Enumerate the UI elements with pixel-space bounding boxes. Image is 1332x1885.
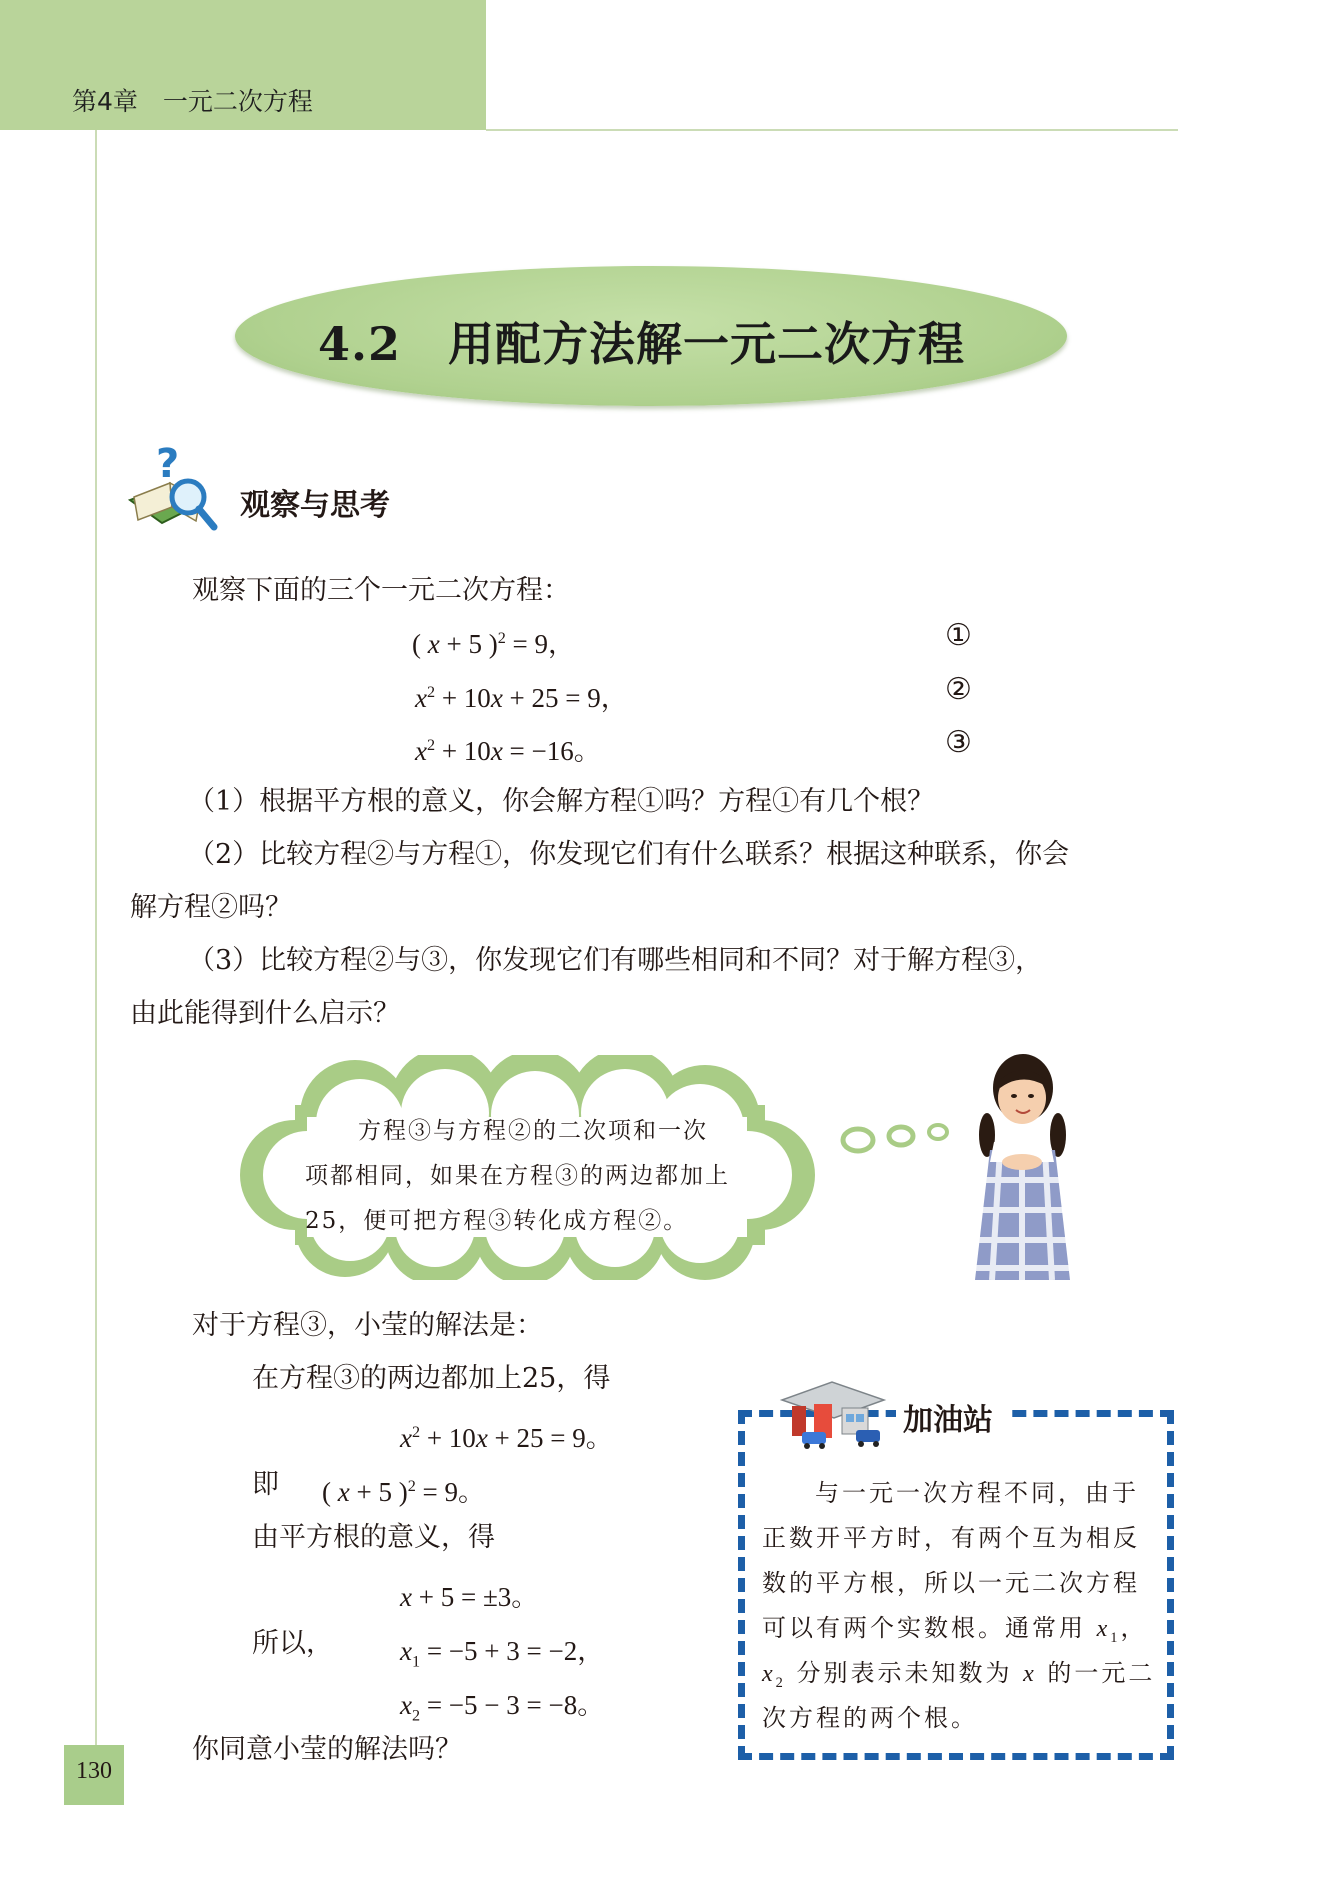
- question-3-line-1: （3）比较方程②与③，你发现它们有哪些相同和不同？对于解方程③，: [188, 945, 1043, 976]
- equation-2: $x^2 + 10x + 25 = 9$，: [415, 683, 628, 713]
- book-magnifier-icon: [122, 445, 232, 540]
- equation-2-number: ②: [945, 672, 972, 707]
- page-number: 130: [76, 1758, 112, 1784]
- header-rule: [486, 129, 1178, 131]
- margin-rule: [95, 130, 97, 1770]
- solution-equation-4: $x_1 = -5 + 3 = -2$，: [400, 1636, 605, 1671]
- equation-3-number: ③: [945, 725, 972, 760]
- question-2-line-1: （2）比较方程②与方程①，你发现它们有什么联系？根据这种联系，你会: [188, 839, 1070, 870]
- solution-equation-3: x + 5 = ±3。: [400, 1582, 539, 1612]
- tip-line-6: 次方程的两个根。: [762, 1704, 978, 1732]
- girl-illustration: [960, 1050, 1085, 1280]
- tip-line-2: 正数开平方时，有两个互为相反: [762, 1524, 1140, 1552]
- solution-step-1: 在方程③的两边都加上25，得: [252, 1363, 611, 1394]
- equation-1: ( x + 5 )$^2$ = 9，: [412, 629, 576, 659]
- section-title: 4.2 用配方法解一元二次方程: [318, 317, 966, 371]
- question-3-line-2: 由此能得到什么启示？: [130, 998, 400, 1029]
- equation-1-number: ①: [945, 618, 972, 653]
- solution-step-2-label: 即: [252, 1469, 279, 1500]
- thought-line-2: 项都相同，如果在方程③的两边都加上: [305, 1163, 730, 1189]
- solution-step-3: 由平方根的意义，得: [252, 1522, 495, 1553]
- solution-equation-5: $x_2 = -5 - 3 = -8$。: [400, 1690, 605, 1725]
- solution-step-4-label: 所以，: [252, 1628, 333, 1659]
- question-2-line-2: 解方程②吗？: [130, 892, 292, 923]
- observe-heading: 观察与思考: [240, 488, 390, 523]
- solution-intro: 对于方程③，小莹的解法是：: [192, 1310, 543, 1341]
- solution-equation-2: ( x + 5 )$^2$ = 9。: [322, 1477, 486, 1507]
- tip-line-1: 与一元一次方程不同，由于: [815, 1479, 1139, 1507]
- solution-equation-1: $x^2 + 10x + 25 = 9$。: [400, 1423, 613, 1453]
- thought-bubbles: [840, 1118, 960, 1154]
- tip-line-4: 可以有两个实数根。通常用 $x_1$，: [762, 1614, 1148, 1646]
- question-1: （1）根据平方根的意义，你会解方程①吗？方程①有几个根？: [188, 786, 935, 817]
- equation-3: $x^2 + 10x = -16$。: [415, 736, 601, 766]
- gas-station-icon: [772, 1370, 890, 1450]
- tip-title: 加油站: [903, 1403, 993, 1438]
- chapter-header: 第4章 一元二次方程: [72, 87, 313, 116]
- thought-line-1: 方程③与方程②的二次项和一次: [358, 1118, 708, 1144]
- svg-text:?: ?: [156, 445, 180, 487]
- intro-text: 观察下面的三个一元二次方程：: [192, 575, 570, 606]
- solution-question: 你同意小莹的解法吗？: [192, 1734, 462, 1765]
- tip-line-5: $x_2$ 分别表示未知数为 x 的一元二: [762, 1659, 1156, 1691]
- thought-line-3: 25，便可把方程③转化成方程②。: [305, 1208, 689, 1234]
- tip-line-3: 数的平方根，所以一元二次方程: [762, 1569, 1140, 1597]
